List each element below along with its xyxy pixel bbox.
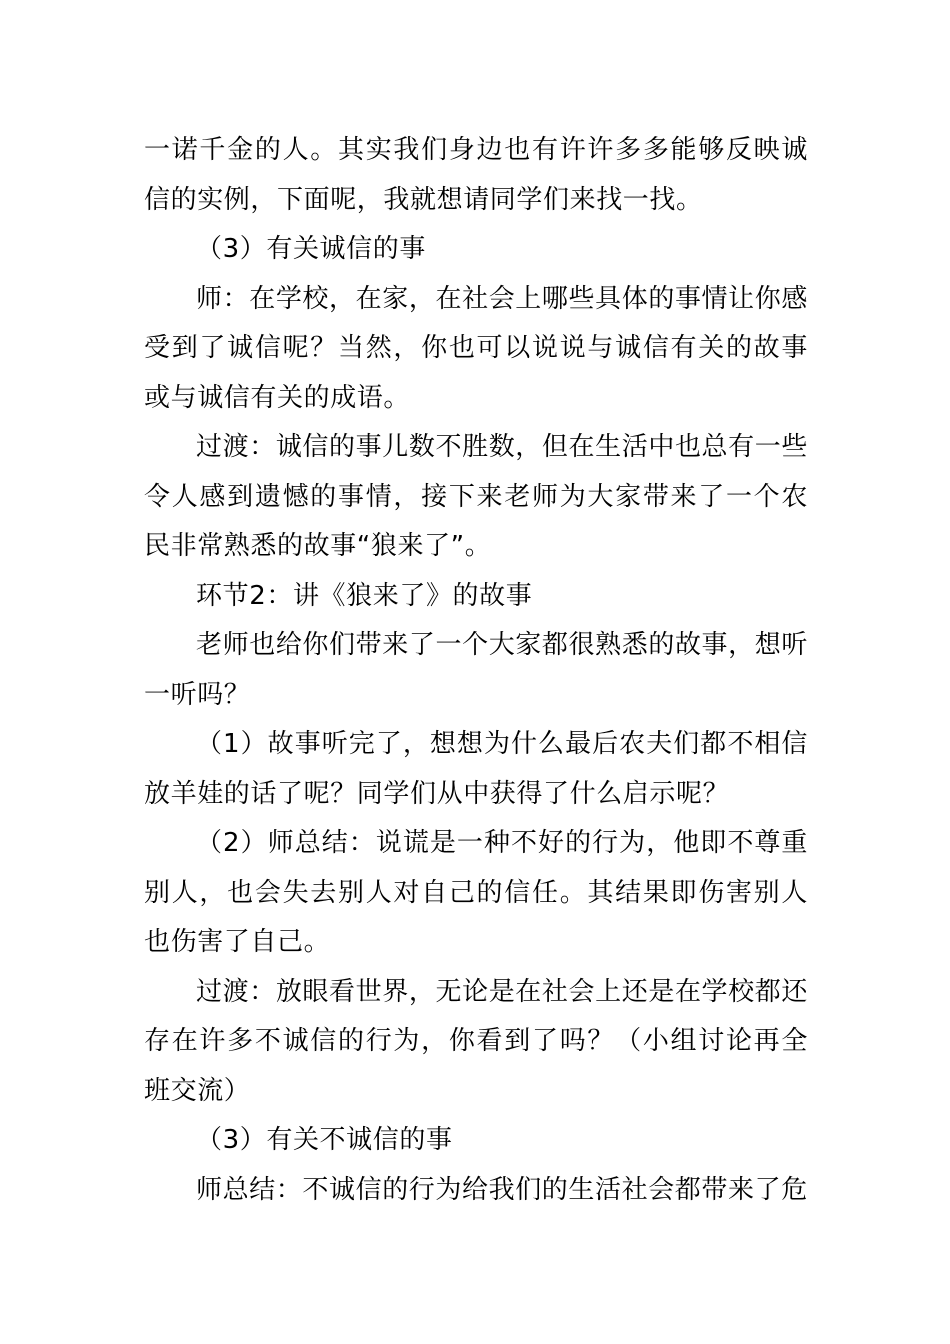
paragraph-teacher-summary-2: 师总结：不诚信的行为给我们的生活社会都带来了危 (196, 1174, 808, 1205)
paragraph-teacher-summary-1: （2）师总结：说谎是一种不好的行为，他即不尊重别人，也会失去别人对自己的信任。其结果即伤害别人也伤害了自己。 (144, 828, 808, 957)
paragraph-continuation: 一诺千金的人。其实我们身边也有许许多多能够反映诚信的实例，下面呢，我就想请同学们来找一找。 (144, 135, 808, 215)
section-heading-dishonesty-stories: （3）有关不诚信的事 (196, 1125, 453, 1155)
paragraph-story-intro: 老师也给你们带来了一个大家都很熟悉的故事，想听一听吗？ (144, 630, 808, 710)
paragraph-question-1: （1）故事听完了，想想为什么最后农夫们都不相信放羊娃的话了呢？同学们从中获得了什么启示呢？ (144, 729, 808, 809)
paragraph-teacher-question: 师：在学校，在家，在社会上哪些具体的事情让你感受到了诚信呢？当然，你也可以说说与诚信有关的故事或与诚信有关的成语。 (144, 283, 808, 413)
paragraph-transition-2: 过渡：放眼看世界，无论是在社会上还是在学校都还存在许多不诚信的行为，你看到了吗？（小组讨论再全班交流） (144, 976, 808, 1106)
section-heading-wolf-story: 环节2：讲《狼来了》的故事 (196, 580, 533, 611)
document-body (144, 126, 808, 1215)
paragraph-transition-1: 过渡：诚信的事儿数不胜数，但在生活中也总有一些令人感到遗憾的事情，接下来老师为大家带来了一个农民非常熟悉的故事“狼来了”。 (144, 432, 808, 561)
section-heading-honesty-stories: （3）有关诚信的事 (196, 234, 426, 264)
